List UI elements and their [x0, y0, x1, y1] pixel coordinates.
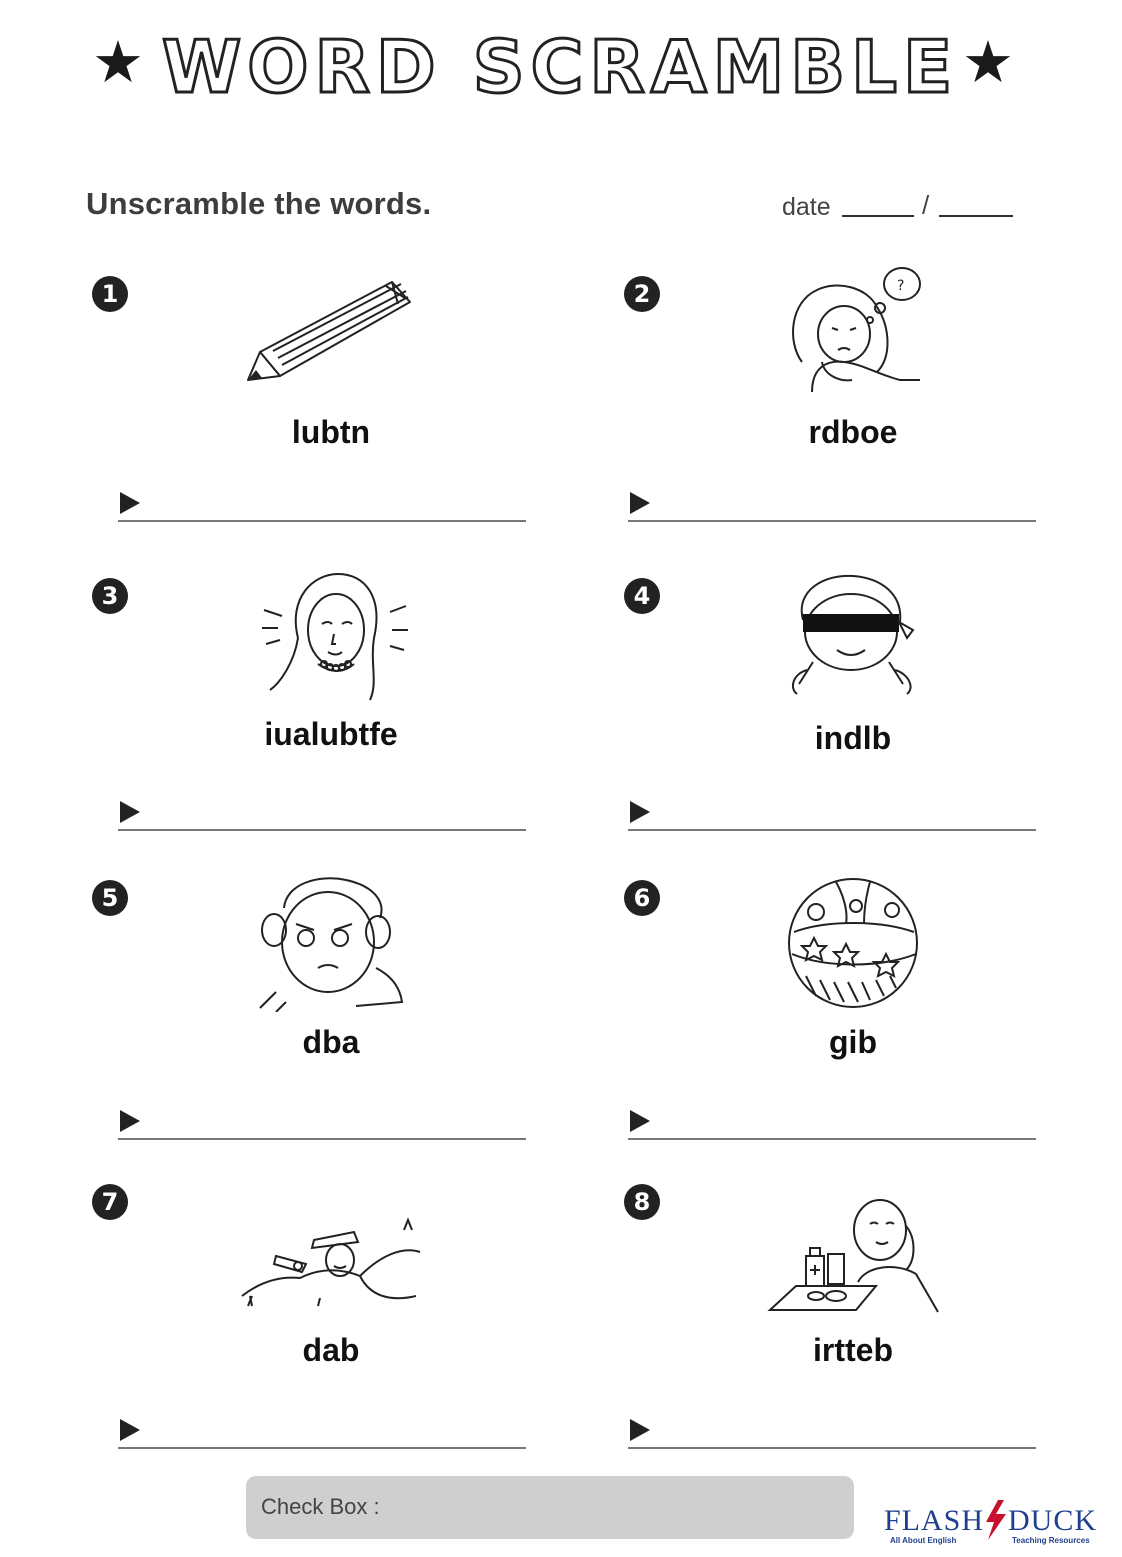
answer-field[interactable] [118, 1447, 526, 1449]
check-box-label: Check Box : [261, 1494, 380, 1519]
pencil-icon [240, 280, 415, 385]
item-number: 1 [92, 276, 128, 312]
date-month-field[interactable] [939, 215, 1013, 217]
item-number: 6 [624, 880, 660, 916]
item-number: 3 [92, 578, 128, 614]
item-number: 5 [92, 880, 128, 916]
logo-text-right: DUCK [1008, 1504, 1098, 1537]
svg-text:?: ? [897, 278, 905, 294]
answer-field[interactable] [628, 829, 1036, 831]
item-number: 7 [92, 1184, 128, 1220]
word-scramble-title-logo [150, 26, 970, 110]
beautiful-woman-icon [258, 568, 410, 702]
answer-arrow-icon [120, 492, 140, 514]
flashduck-logo [884, 1500, 1114, 1550]
logo-text-left: FLASH [884, 1504, 985, 1537]
answer-arrow-icon [630, 1419, 650, 1441]
instructions: Unscramble the words. [86, 186, 432, 221]
scrambled-word: indlb [814, 720, 892, 756]
item-number: 8 [624, 1184, 660, 1220]
scrambled-word: dba [302, 1024, 360, 1060]
bored-girl-icon [782, 262, 927, 397]
date-label: date [782, 193, 831, 221]
lightning-icon [982, 1500, 1008, 1540]
logo-tagline-right: Teaching Resources [1012, 1536, 1090, 1545]
answer-arrow-icon [630, 492, 650, 514]
item-number: 4 [624, 578, 660, 614]
answer-arrow-icon [630, 801, 650, 823]
blindfolded-boy-icon [785, 570, 920, 705]
big-ball-icon [786, 876, 921, 1011]
sick-girl-medicine-icon [766, 1190, 944, 1320]
scrambled-word: iualubtfe [264, 716, 398, 752]
answer-arrow-icon [120, 801, 140, 823]
answer-arrow-icon [120, 1110, 140, 1132]
answer-field[interactable] [118, 520, 526, 522]
scrambled-word: irtteb [813, 1332, 893, 1368]
angry-boy-icon [256, 872, 406, 1012]
svg-text:WORD SCRAMBLE: WORD SCRAMBLE [161, 26, 959, 109]
date-day-field[interactable] [842, 215, 914, 217]
logo-tagline-left: All About English [890, 1536, 957, 1545]
star-icon-right: ★ [962, 28, 1014, 96]
bandit-icon [240, 1216, 425, 1311]
answer-arrow-icon [630, 1110, 650, 1132]
scrambled-word: dab [302, 1332, 360, 1368]
worksheet-title [0, 22, 1122, 112]
scrambled-word: lubtn [291, 414, 371, 450]
star-icon-left: ★ [92, 28, 144, 96]
item-number: 2 [624, 276, 660, 312]
answer-field[interactable] [628, 1447, 1036, 1449]
answer-field[interactable] [118, 829, 526, 831]
date-separator: / [922, 190, 930, 220]
answer-arrow-icon [120, 1419, 140, 1441]
answer-field[interactable] [628, 520, 1036, 522]
scrambled-word: gib [829, 1024, 877, 1060]
scrambled-word: rdboe [808, 414, 898, 450]
answer-field[interactable] [628, 1138, 1036, 1140]
answer-field[interactable] [118, 1138, 526, 1140]
